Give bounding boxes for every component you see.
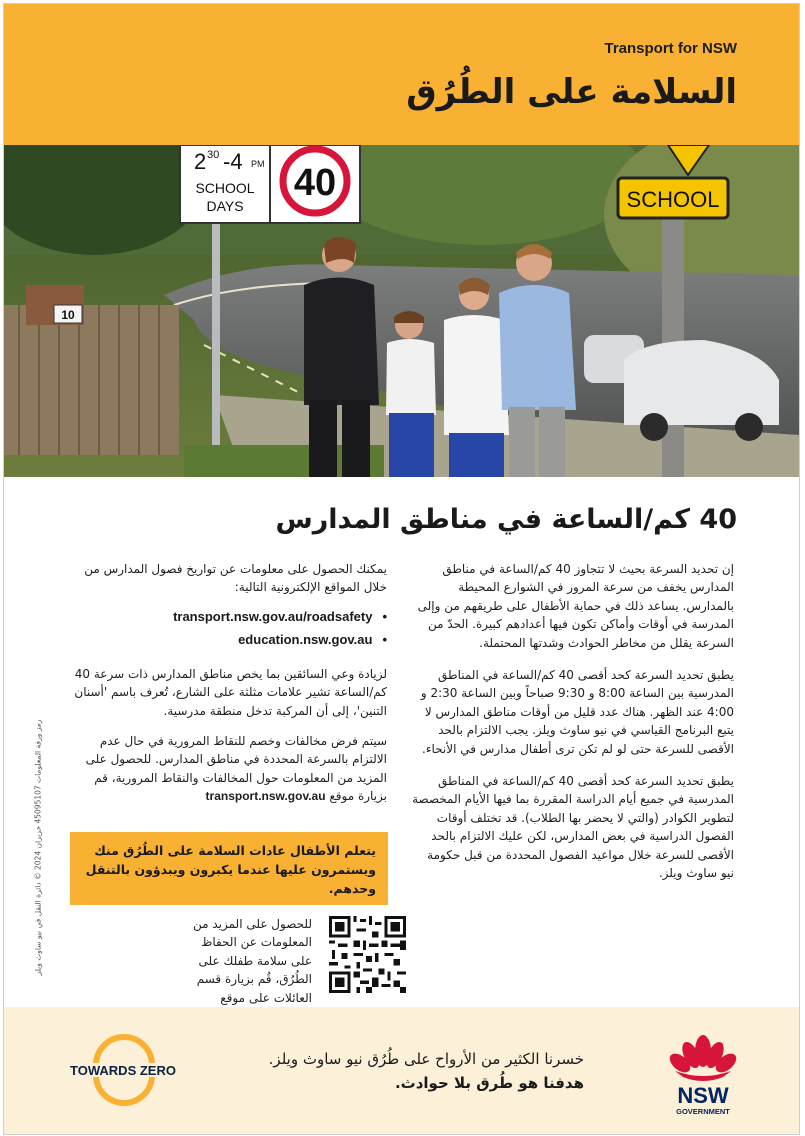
waratah-icon [666,1035,739,1081]
paragraph-speed-times: يطبق تحديد السرعة كحد أقصى 40 كم/الساعة في المناطق المدرسية بين الساعة 8:00 و 9:30 صباحاً وبين الساعة 2:30 و 4:00 عند الظهر. هناك عدد قليل من أوقات مناطق المدارس لا يتبع البرنامج القياسي في نيو ساوث ويلز. يجب الالتزام بالحد الأقصى للسرعة حتى لو لم تكن ترى أطفال مدارس في الأنحاء. [420,668,734,756]
hero-photo [4,145,799,477]
towards-zero-logo [56,1029,191,1114]
paragraph-dragon-teeth: لزيادة وعي السائقين بما يخص مناطق المدارس ذات سرعة 40 كم/الساعة تشير علامات مثلثة على الشارع، تُعرف باسم 'أسنان التنين'، إلى أن المركبة تدخل منطقة مدرسية. [74,666,387,718]
fact-sheet-page [3,3,800,1135]
link-fines-site[interactable]: transport.nsw.gov.au [205,789,326,804]
school-sign-text: SCHOOL [626,187,720,212]
government-text: GOVERNMENT [676,1107,730,1116]
qr-code[interactable] [329,916,406,993]
paragraph-fines: سيتم فرض مخالفات وخصم للنقاط المرورية في حال عدم الالتزام بالسرعة المحددة في مناطق المدارس. للحصول على المزيد من المعلومات حول المخالفات والنقاط المرورية، قم بزيارة موقع transport.nsw.gov.au [85,734,387,804]
paragraph-school-days: يطبق تحديد السرعة كحد أقصى 40 كم/الساعة في المناطق المدرسية في جميع أيام الدراسة المقررة بما فيها الأيام المخصصة لتطوير الكوادر (والتي لا يحضر بها الطلاب). قد تختلف أوقات الفصول الدراسية في بعض المدارس، لكن عليك الالتزام بالحد الأقصى للسرعة خلال مواعيد الفصول المحددة من قبل حكومة نيو ساوث ويلز. [412,774,734,881]
page-title: السلامة على الطُرُق [406,72,737,112]
towards-zero-text: TOWARDS ZERO [70,1063,176,1078]
paragraph-school-dates: يمكنك الحصول على معلومات عن تواريخ فصول المدارس من خلال المواقع الإلكترونية التالية: [84,562,387,595]
nsw-text: NSW [677,1083,729,1108]
sign-pm: PM [251,159,265,169]
header-band [4,4,799,145]
link-list [72,605,387,651]
house-number: 10 [61,308,75,322]
sign-time-end: -4 [223,149,243,174]
qr-info-text: للحصول على المزيد من المعلومات عن الحفاظ على سلامة طفلك على الطُرُق، قُم بزيارة قسم العائلات على موقع [192,917,312,1005]
sign-time-minutes: 30 [207,149,220,161]
section-title: 40 كم/الساعة في مناطق المدارس [275,504,737,535]
right-column [412,560,734,897]
footer-line-1: خسرنا الكثير من الأرواح على طُرُق نيو ساوث ويلز. [268,1050,584,1068]
callout-box: يتعلم الأطفال عادات السلامة على الطُرُق منك ويستمرون عليها عندما يكبرون ويبدؤون بالتنقل وحدهم. [70,832,388,905]
footer-message [224,1047,584,1095]
speed-limit-value: 40 [293,162,337,204]
left-column [72,560,387,818]
footer-band [4,1007,799,1134]
brand-name: Transport for NSW [604,40,737,57]
nsw-government-logo [663,1029,743,1119]
document-code-note: رمز ورقة المعلومات 45095107 حزيران 2024 © دائرة النقل في نيو ساوث ويلز [33,719,43,976]
link-roadsafety[interactable]: transport.nsw.gov.au/roadsafety • [173,608,387,624]
paragraph-speed-intro: إن تحديد السرعة بحيث لا تتجاوز 40 كم/الساعة في مناطق المدارس يخفف من سرعة المرور في الشوارع المحيطة بالمدارس. يساعد ذلك في حماية الأطفال على طريقهم من وإلى المدرسة في أوقات وأماكن تكون فيها أعدادهم كبيرة. الحدّ من السرعة يقلل من مخاطر الحوادث وشدتها المحتملة. [417,562,734,650]
sign-school: SCHOOL [195,180,255,196]
sign-days: DAYS [206,198,244,214]
footer-line-2: هدفنا هو طُرق بلا حوادث. [394,1074,584,1092]
sign-time: 2 [194,149,207,174]
link-education[interactable]: education.nsw.gov.au • [238,631,387,647]
